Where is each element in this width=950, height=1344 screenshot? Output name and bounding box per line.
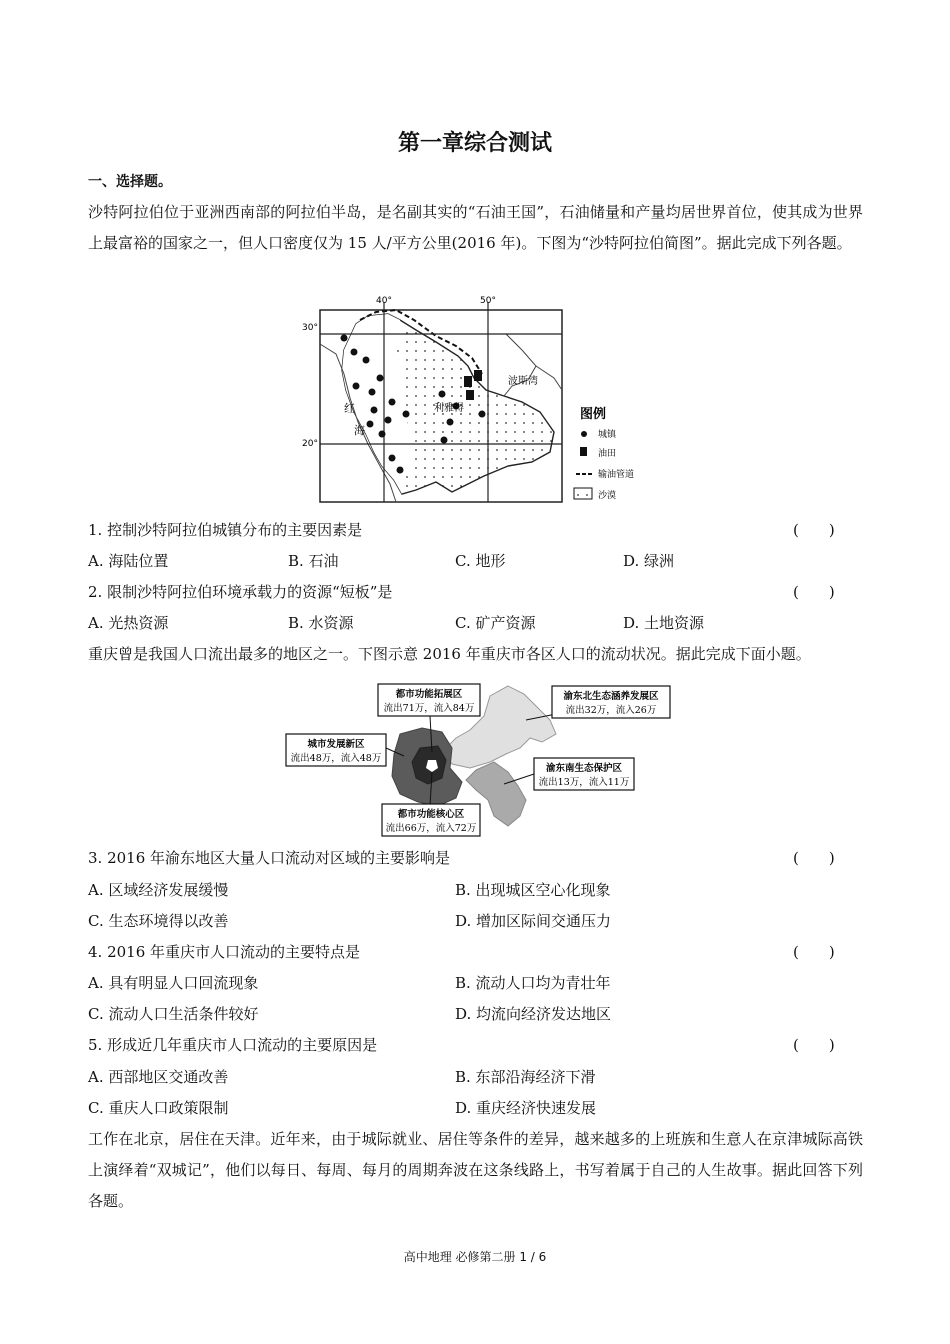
q1-option-d: D. 绿洲 (623, 552, 675, 570)
q5-option-c: C. 重庆人口政策限制 (88, 1099, 229, 1117)
question-1-stem: 1. 控制沙特阿拉伯城镇分布的主要因素是 (88, 521, 363, 539)
expansion-zone-flow: 流出71万，流入84万 (383, 703, 475, 714)
legend-oil: 油田 (598, 449, 617, 459)
core-zone-name: 都市功能核心区 (397, 809, 465, 820)
question-4-answer-blank: ( ) (793, 943, 835, 961)
q3-option-c: C. 生态环境得以改善 (88, 912, 229, 930)
northeast-zone-name: 渝东北生态涵养发展区 (563, 691, 659, 702)
red-sea-label-1: 红 (344, 402, 355, 415)
q4-option-a: A. 具有明显人口回流现象 (88, 974, 259, 992)
q4-option-b: B. 流动人口均为青壮年 (455, 974, 611, 992)
q1-option-a: A. 海陆位置 (88, 552, 169, 570)
q3-option-a: A. 区域经济发展缓慢 (88, 881, 229, 899)
intro-beijing-tianjin: 工作在北京，居住在天津。近年来，由于城际就业、居住等条件的差异，越来越多的上班族和生意人在京津城际高铁上演绎着“双城记”，他们以每日、每周、每月的周期奔波在这条线路上，书写着属于自己的人生故事。据此回答下列各题。 (88, 1130, 863, 1210)
q2-option-a: A. 光热资源 (88, 614, 169, 632)
page-footer: 高中地理 必修第二册 1 / 6 (403, 1250, 547, 1264)
legend-desert: 沙漠 (598, 491, 617, 501)
lat-20-label: 20° (302, 439, 318, 449)
southeast-zone-name: 渝东南生态保护区 (545, 763, 623, 774)
q2-option-b: B. 水资源 (288, 614, 354, 632)
lon-50-label: 50° (480, 296, 496, 306)
question-3-answer-blank: ( ) (793, 849, 835, 867)
new-city-zone-flow: 流出48万，流入48万 (290, 753, 382, 764)
q4-option-d: D. 均流向经济发达地区 (455, 1005, 612, 1023)
question-2-stem: 2. 限制沙特阿拉伯环境承载力的资源“短板”是 (88, 583, 393, 601)
intro-saudi: 沙特阿拉伯位于亚洲西南部的阿拉伯半岛，是名副其实的“石油王国”，石油储量和产量均居世界首位，使其成为世界上最富裕的国家之一，但人口密度仅为 15 人/平方公里(2016 年)。下图为“沙特阿拉伯简图”。据此完成下列各题。 (88, 203, 863, 252)
question-2-answer-blank: ( ) (793, 583, 835, 601)
new-city-zone-name: 城市发展新区 (307, 739, 365, 750)
q2-option-d: D. 土地资源 (623, 614, 705, 632)
gulf-label: 波斯湾 (508, 376, 538, 387)
core-zone-flow: 流出66万，流入72万 (385, 823, 477, 834)
legend-pipeline: 输油管道 (598, 470, 635, 480)
saudi-arabia-map (296, 294, 656, 510)
q5-option-a: A. 西部地区交通改善 (88, 1068, 229, 1086)
page-title: 第一章综合测试 (397, 131, 552, 156)
q3-option-b: B. 出现城区空心化现象 (455, 881, 611, 899)
southeast-zone-flow: 流出13万，流入11万 (538, 777, 630, 788)
expansion-zone-name: 都市功能拓展区 (395, 689, 463, 700)
section-heading: 一、选择题。 (88, 174, 172, 190)
q5-option-b: B. 东部沿海经济下滑 (455, 1068, 596, 1086)
q3-option-d: D. 增加区际间交通压力 (455, 912, 612, 930)
intro-chongqing: 重庆曾是我国人口流出最多的地区之一。下图示意 2016 年重庆市各区人口的流动状况。据此完成下面小题。 (88, 645, 811, 663)
lat-30-label: 30° (302, 323, 318, 333)
northeast-zone-flow: 流出32万，流入26万 (565, 705, 657, 716)
q4-option-c: C. 流动人口生活条件较好 (88, 1005, 259, 1023)
q1-option-b: B. 石油 (288, 552, 339, 570)
q2-option-c: C. 矿产资源 (455, 614, 536, 632)
legend-title: 图例 (580, 407, 607, 422)
red-sea-label-2: 海 (354, 424, 365, 437)
riyadh-label: 利雅得 (434, 403, 464, 414)
question-4-stem: 4. 2016 年重庆市人口流动的主要特点是 (88, 943, 361, 961)
question-1-answer-blank: ( ) (793, 521, 835, 539)
chongqing-population-map (280, 676, 680, 840)
q1-option-c: C. 地形 (455, 552, 506, 570)
question-5-answer-blank: ( ) (793, 1036, 835, 1054)
question-5-stem: 5. 形成近几年重庆市人口流动的主要原因是 (88, 1036, 378, 1054)
lon-40-label: 40° (376, 296, 392, 306)
q5-option-d: D. 重庆经济快速发展 (455, 1099, 597, 1117)
legend-town: 城镇 (598, 430, 617, 440)
question-3-stem: 3. 2016 年渝东地区大量人口流动对区域的主要影响是 (88, 849, 451, 867)
